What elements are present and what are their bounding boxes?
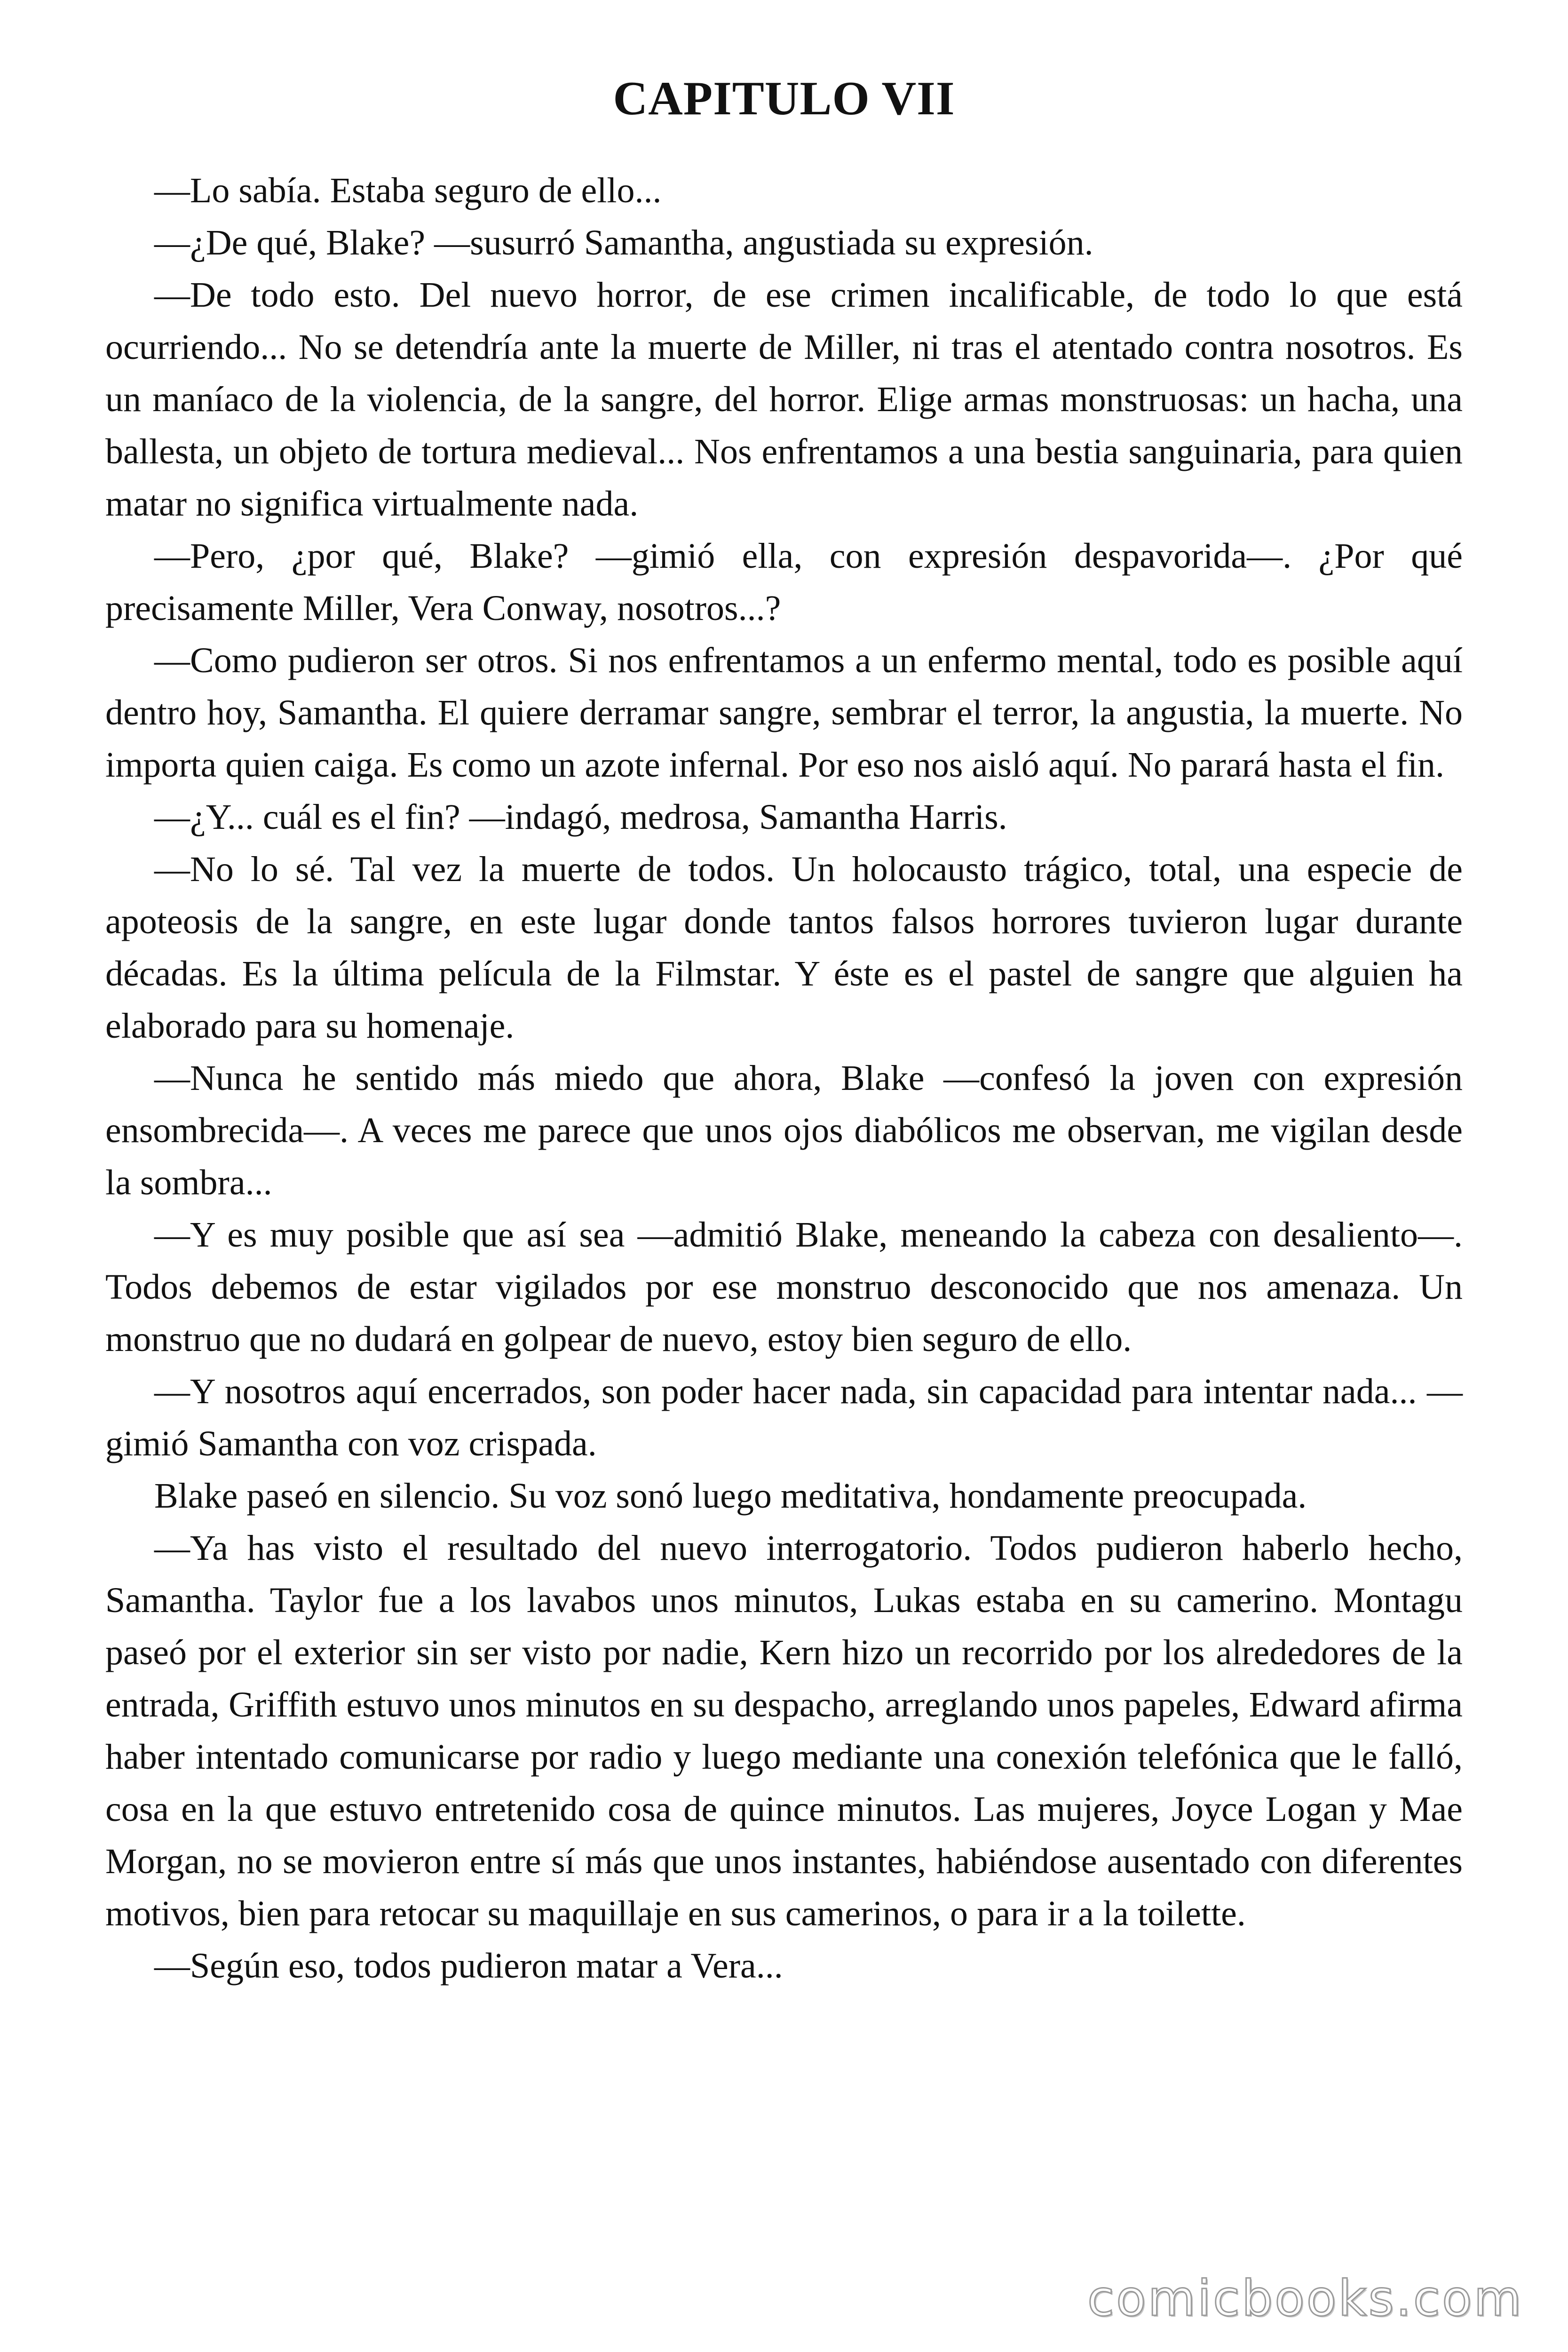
book-page [105, 66, 1463, 1992]
paragraph: —Pero, ¿por qué, Blake? —gimió ella, con expresión despavorida—. ¿Por qué precisamente Miller, Vera Conway, nosotros...? [105, 536, 1463, 628]
watermark-logo: comicbooks.com [1087, 2270, 1523, 2327]
chapter-body [105, 165, 1463, 1992]
paragraph: Blake paseó en silencio. Su voz sonó luego meditativa, hondamente preocupada. [154, 1476, 1307, 1516]
paragraph: —¿De qué, Blake? —susurró Samantha, angustiada su expresión. [154, 223, 1093, 262]
paragraph: —Lo sabía. Estaba seguro de ello... [154, 171, 662, 210]
paragraph: —Y nosotros aquí encerrados, son poder hacer nada, sin capacidad para intentar nada... —gimió Samantha con voz crispada. [105, 1372, 1463, 1463]
paragraph: —¿Y... cuál es el fin? —indagó, medrosa, Samantha Harris. [154, 797, 1007, 837]
paragraph: —Como pudieron ser otros. Si nos enfrentamos a un enfermo mental, todo es posible aquí dentro hoy, Samantha. El quiere derramar sangre, sembrar el terror, la angustia, la muerte. No importa quien caiga. Es como un azote infernal. Por eso nos aisló aquí. No parará hasta el fin. [105, 641, 1463, 785]
paragraph: —No lo sé. Tal vez la muerte de todos. Un holocausto trágico, total, una especie de apoteosis de la sangre, en este lugar donde tantos falsos horrores tuvieron lugar durante décadas. Es la última película de la Filmstar. Y éste es el pastel de sangre que alguien ha elaborado para su homenaje. [105, 850, 1463, 1046]
paragraph: —De todo esto. Del nuevo horror, de ese crimen incalificable, de todo lo que está ocurriendo... No se detendría ante la muerte de Miller, ni tras el atentado contra nosotros. Es un maníaco de la violencia, de la sangre, del horror. Elige armas monstruosas: un hacha, una ballesta, un objeto de tortura medieval... Nos enfrentamos a una bestia sanguinaria, para quien matar no significa virtualmente nada. [105, 275, 1463, 524]
chapter-title: CAPITULO VII [613, 72, 955, 125]
paragraph: —Nunca he sentido más miedo que ahora, Blake —confesó la joven con expresión ensombrecida—. A veces me parece que unos ojos diabólicos me observan, me vigilan desde la sombra... [105, 1058, 1463, 1202]
paragraph: —Ya has visto el resultado del nuevo interrogatorio. Todos pudieron haberlo hecho, Samantha. Taylor fue a los lavabos unos minutos, Lukas estaba en su camerino. Montagu paseó por el exterior sin ser visto por nadie, Kern hizo un recorrido por los alrededores de la entrada, Griffith estuvo unos minutos en su despacho, arreglando unos papeles, Edward afirma haber intentado comunicarse por radio y luego mediante una conexión telefónica que le falló, cosa en la que estuvo entretenido cosa de quince minutos. Las mujeres, Joyce Logan y Mae Morgan, no se movieron entre sí más que unos instantes, habiéndose ausentado con diferentes motivos, bien para retocar su maquillaje en sus camerinos, o para ir a la toilette. [105, 1528, 1463, 1933]
paragraph: —Y es muy posible que así sea —admitió Blake, meneando la cabeza con desaliento—. Todos debemos de estar vigilados por ese monstruo desconocido que nos amenaza. Un monstruo que no dudará en golpear de nuevo, estoy bien seguro de ello. [105, 1215, 1463, 1359]
paragraph: —Según eso, todos pudieron matar a Vera... [154, 1946, 783, 1986]
